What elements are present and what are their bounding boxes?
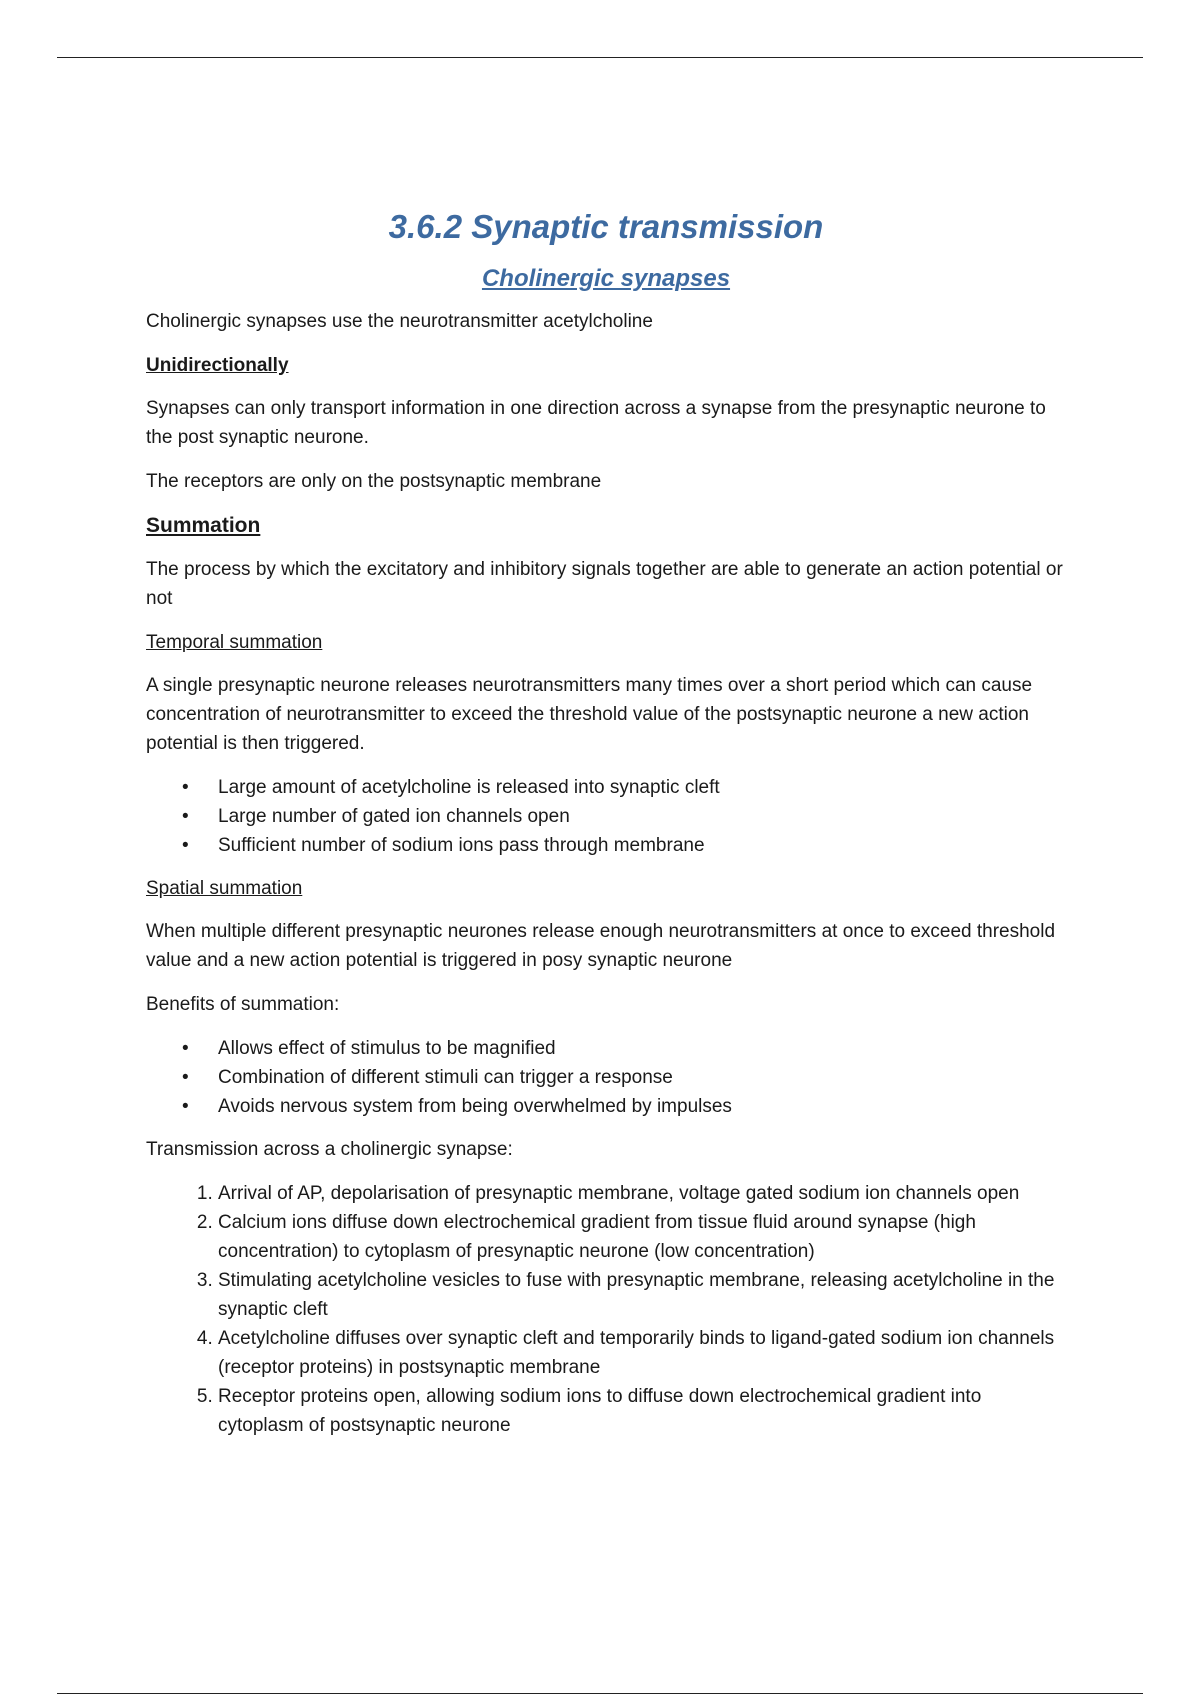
page-title: 3.6.2 Synaptic transmission [388, 208, 824, 245]
temporal-summation-heading: Temporal summation [146, 632, 323, 653]
section-subtitle: Cholinergic synapses [481, 265, 731, 292]
spatial-summation-text: When multiple different presynaptic neurones release enough neurotransmitters at once to exceed threshold value and a new action potential is triggered in posy synaptic neurone [146, 921, 1056, 971]
page-top-rule [57, 57, 1143, 58]
spatial-summation-heading: Spatial summation [146, 878, 303, 899]
intro-paragraph: Cholinergic synapses use the neurotransmitter acetylcholine [146, 311, 653, 332]
transmission-steps-list [146, 1179, 1066, 1440]
benefits-heading: Benefits of summation: [146, 994, 340, 1015]
unidirectional-paragraph-1: Synapses can only transport information in one direction across a synapse from the presynaptic neurone to the post synaptic neurone. [146, 398, 1046, 448]
list-item: 3. Stimulating acetylcholine vesicles to fuse with presynaptic membrane, releasing acetylcholine in the synaptic cleft [218, 1266, 1066, 1324]
list-item: 2. Calcium ions diffuse down electrochemical gradient from tissue fluid around synapse (high concentration) to cytoplasm of presynaptic neurone (low concentration) [218, 1208, 1066, 1266]
list-item: • Large amount of acetylcholine is released into synaptic cleft [218, 773, 1066, 802]
unidirectional-paragraph-2: The receptors are only on the postsynaptic membrane [146, 471, 602, 492]
temporal-summation-list [146, 773, 1066, 860]
summation-heading: Summation [146, 514, 261, 537]
page-bottom-rule [57, 1693, 1143, 1694]
list-item: • Avoids nervous system from being overwhelmed by impulses [218, 1092, 1066, 1121]
list-item: • Large number of gated ion channels open [218, 802, 1066, 831]
list-item: 5. Receptor proteins open, allowing sodium ions to diffuse down electrochemical gradient into cytoplasm of postsynaptic neurone [218, 1382, 1066, 1440]
summation-definition: The process by which the excitatory and inhibitory signals together are able to generate an action potential or not [146, 559, 1063, 609]
list-item: 1. Arrival of AP, depolarisation of presynaptic membrane, voltage gated sodium ion channels open [218, 1179, 1066, 1208]
list-item: • Allows effect of stimulus to be magnified [218, 1034, 1066, 1063]
benefits-list [146, 1034, 1066, 1121]
unidirectional-heading: Unidirectionally [146, 355, 289, 376]
temporal-summation-text: A single presynaptic neurone releases neurotransmitters many times over a short period which can cause concentration of neurotransmitter to exceed the threshold value of the postsynaptic neurone a new action potential is then triggered. [146, 675, 1033, 754]
document-body [146, 205, 1066, 1454]
transmission-heading: Transmission across a cholinergic synapse: [146, 1139, 513, 1160]
list-item: 4. Acetylcholine diffuses over synaptic cleft and temporarily binds to ligand-gated sodium ion channels (receptor proteins) in postsynaptic membrane [218, 1324, 1066, 1382]
list-item: • Combination of different stimuli can trigger a response [218, 1063, 1066, 1092]
list-item: • Sufficient number of sodium ions pass through membrane [218, 831, 1066, 860]
